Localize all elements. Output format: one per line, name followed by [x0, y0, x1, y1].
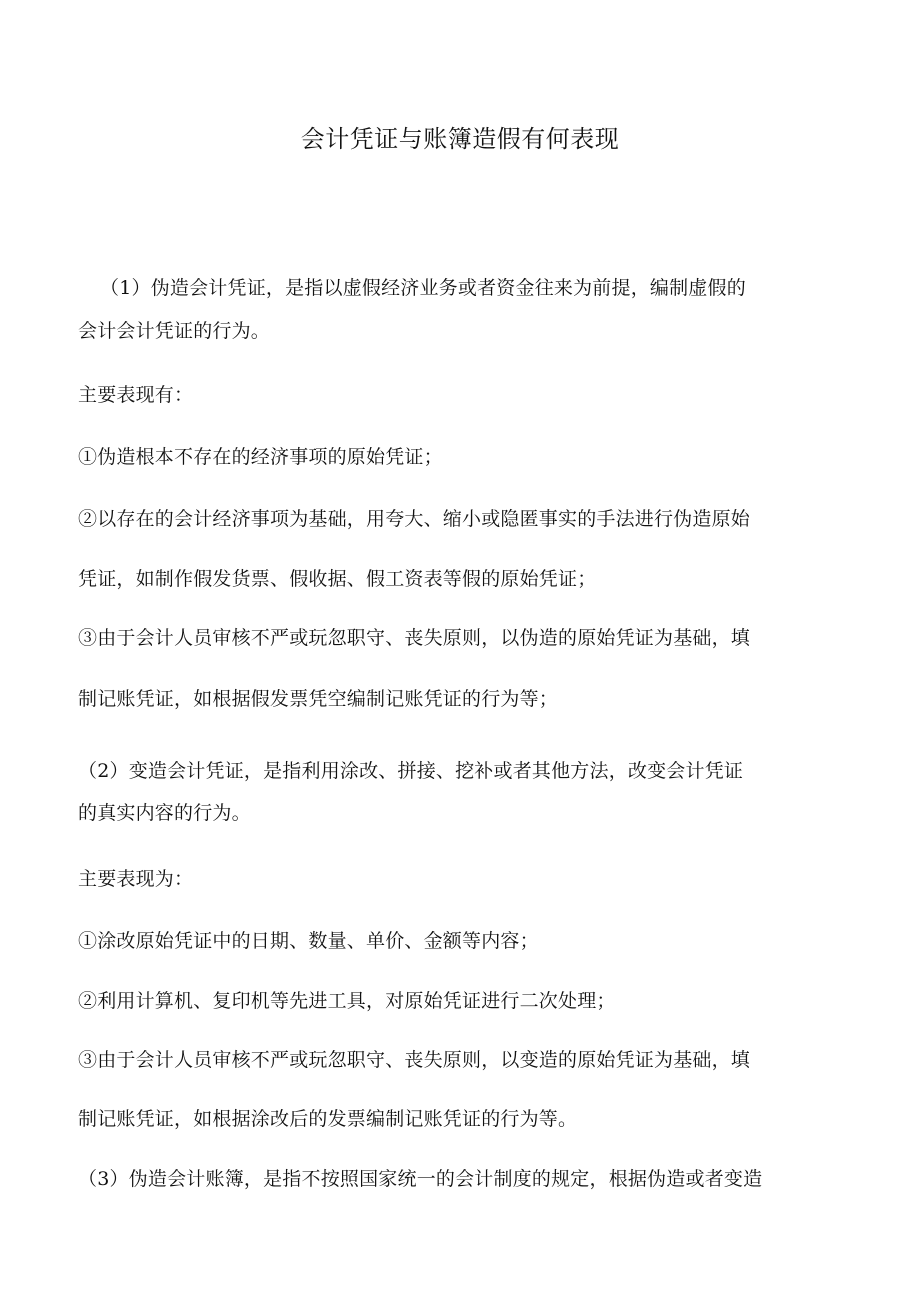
subheading-main-manifestations-1: 主要表现有： — [78, 384, 194, 406]
paragraph-1-line-2: 会计会计凭证的行为。 — [78, 320, 271, 342]
list-item-2-1: ①涂改原始凭证中的日期、数量、单价、金额等内容； — [78, 930, 539, 952]
paragraph-2-line-1: （2）变造会计凭证，是指利用涂改、拼接、挖补或者其他方法，改变会计凭证 — [78, 760, 744, 782]
list-item-2-3-line-2: 制记账凭证，如根据涂改后的发票编制记账凭证的行为等。 — [78, 1108, 578, 1130]
list-item-2-3-line-1: ③由于会计人员审核不严或玩忽职守、丧失原则，以变造的原始凭证为基础，填 — [78, 1049, 751, 1071]
document-title: 会计凭证与账簿造假有何表现 — [300, 125, 620, 153]
list-item-1-2-line-2: 凭证，如制作假发货票、假收据、假工资表等假的原始凭证； — [78, 568, 597, 590]
paragraph-3-line-1: （3）伪造会计账簿，是指不按照国家统一的会计制度的规定，根据伪造或者变造 — [78, 1168, 763, 1190]
paragraph-2-line-2: 的真实内容的行为。 — [78, 802, 251, 824]
list-item-1-3-line-1: ③由于会计人员审核不严或玩忽职守、丧失原则，以伪造的原始凭证为基础，填 — [78, 627, 751, 649]
list-item-1-2-line-1: ②以存在的会计经济事项为基础，用夸大、缩小或隐匿事实的手法进行伪造原始 — [78, 508, 751, 530]
list-item-1-1: ①伪造根本不存在的经济事项的原始凭证； — [78, 446, 443, 468]
list-item-2-2: ②利用计算机、复印机等先进工具，对原始凭证进行二次处理； — [78, 990, 616, 1012]
subheading-main-manifestations-2: 主要表现为： — [78, 868, 194, 890]
paragraph-1-line-1: （1）伪造会计凭证，是指以虚假经济业务或者资金往来为前提，编制虚假的 — [100, 277, 746, 299]
list-item-1-3-line-2: 制记账凭证，如根据假发票凭空编制记账凭证的行为等； — [78, 688, 559, 710]
